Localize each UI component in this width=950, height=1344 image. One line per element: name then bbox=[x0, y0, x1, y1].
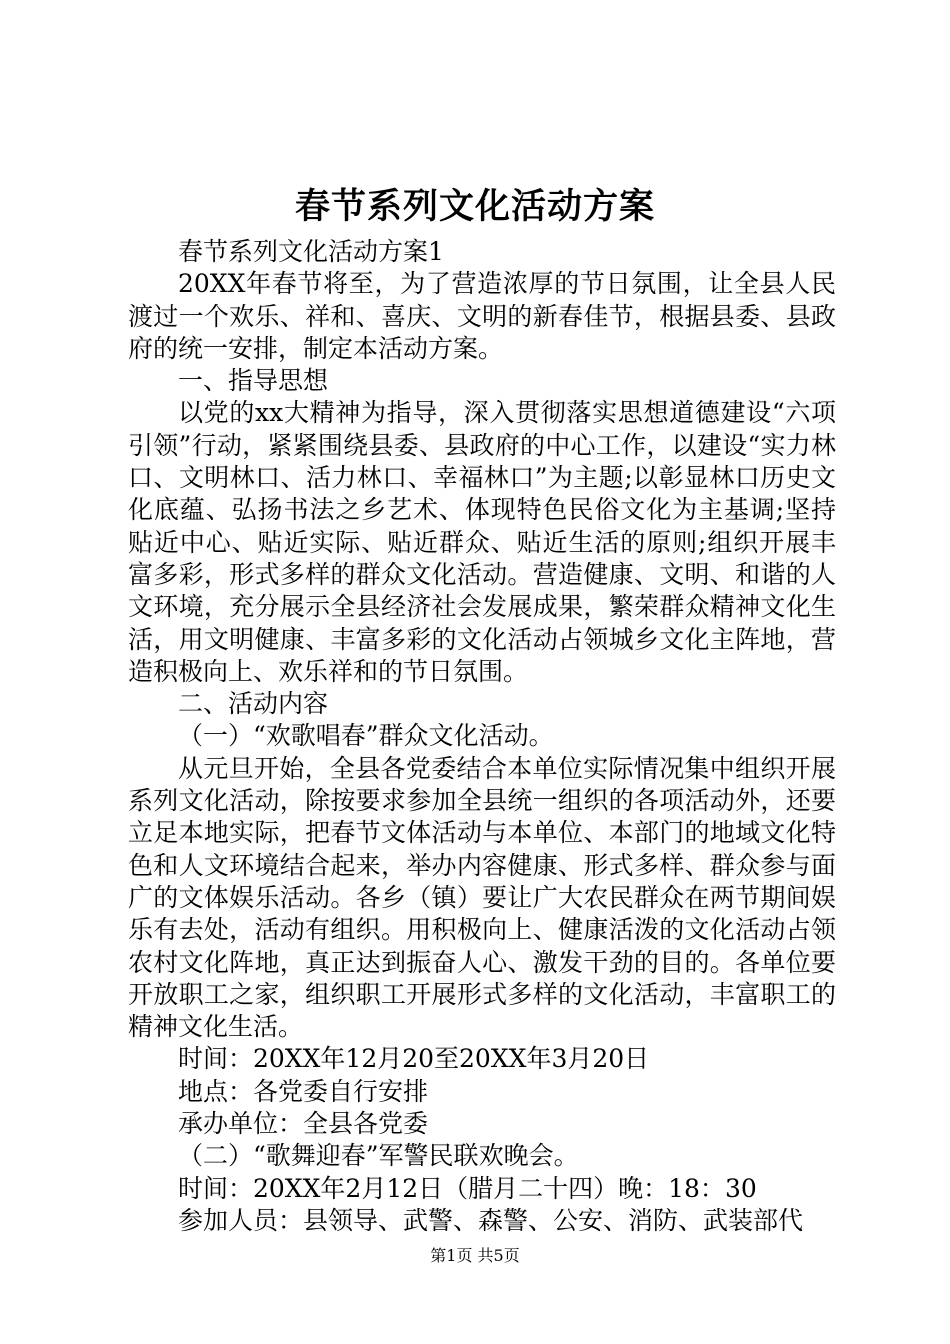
subsection-heading: （二）“歌舞迎春”军警民联欢晚会。 bbox=[178, 1141, 579, 1171]
subsection-heading: （一）“欢歌唱春”群众文化活动。 bbox=[178, 721, 554, 751]
section-heading: 一、指导思想 bbox=[178, 366, 329, 396]
document-title: 春节系列文化活动方案 bbox=[294, 186, 655, 227]
paragraph: 从元旦开始，全县各党委结合本单位实际情况集中组织开展系列文化活动，除按要求参加全县统一组织的各项活动外，还要立足本地实际，把春节文体活动与本单位、本部门的地域文化特色和人文环境结合起来，举办内容健康、形式多样、群众参与面广的文体娱乐活动。各乡（镇）要让广大农民群众在两节期间娱乐有去处，活动有组织。用积极向上、健康活泼的文化活动占领农村文化阵地，真正达到振奋人心、激发干劲的目的。各单位要开放职工之家，组织职工开展形式多样的文化活动，丰富职工的精神文化生活。 bbox=[128, 753, 836, 1042]
paragraph: 以党的xx大精神为指导，深入贯彻落实思想道德建设“六项引领”行动，紧紧围绕县委、县政府的中心工作，以建设“实力林口、文明林口、活力林口、幸福林口”为主题;以彰显林口历史文化底蕴、弘扬书法之乡艺术、体现特色民俗文化为主基调;坚持贴近中心、贴近实际、贴近群众、贴近生活的原则;组织开展丰富多彩，形式多样的群众文化活动。营造健康、文明、和谐的人文环境，充分展示全县经济社会发展成果，繁荣群众精神文化生活，用文明健康、丰富多彩的文化活动占领城乡文化主阵地，营造积极向上、欢乐祥和的节日氛围。 bbox=[128, 398, 836, 686]
section-heading: 二、活动内容 bbox=[178, 689, 329, 719]
paragraph: 春节系列文化活动方案1 bbox=[178, 237, 444, 266]
paragraph: 承办单位：全县各党委 bbox=[178, 1109, 429, 1139]
document-body bbox=[128, 236, 836, 1237]
paragraph: 时间：20XX年12月20至20XX年3月20日 bbox=[178, 1044, 650, 1074]
paragraph: 20XX年春节将至，为了营造浓厚的节日氛围，让全县人民渡过一个欢乐、祥和、喜庆、文明的新春佳节，根据县委、县政府的统一安排，制定本活动方案。 bbox=[128, 269, 836, 363]
page-footer: 第1页 共5页 bbox=[430, 1246, 520, 1265]
paragraph: 时间：20XX年2月12日（腊月二十四）晚：18：30 bbox=[178, 1173, 757, 1203]
paragraph: 地点：各党委自行安排 bbox=[178, 1076, 429, 1106]
paragraph: 参加人员：县领导、武警、森警、公安、消防、武装部代 bbox=[178, 1205, 804, 1235]
